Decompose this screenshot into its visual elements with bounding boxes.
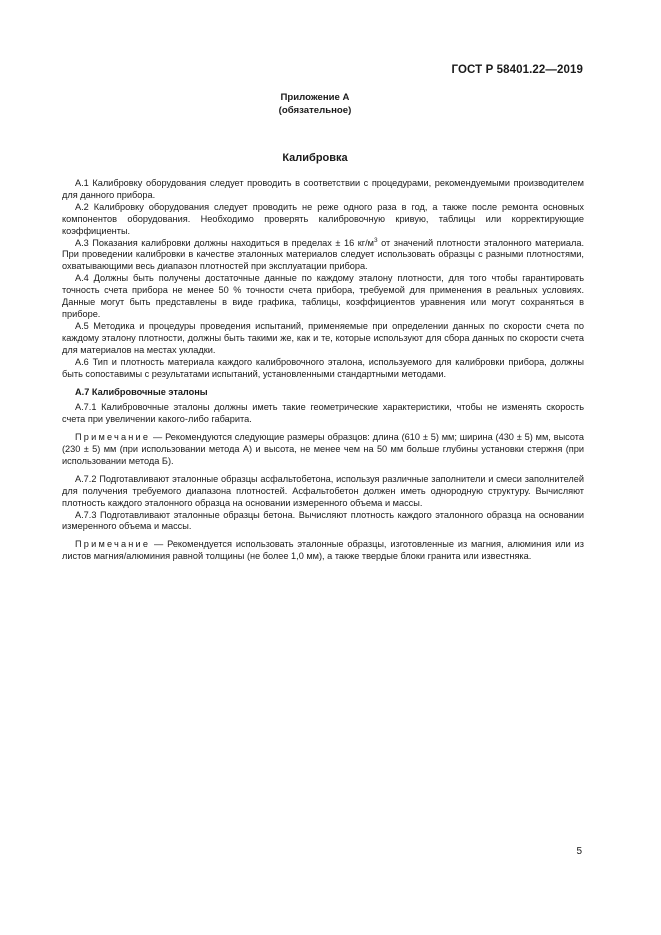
annex-heading — [0, 92, 630, 117]
document-id: ГОСТ Р 58401.22—2019 — [451, 64, 583, 76]
section-title: Калибровка — [282, 152, 348, 164]
paragraph-a4: А.4 Должны быть получены достаточные данные по каждому эталону плотности, для того чтобы гарантировать точность счета прибора не менее 50 % точности счета прибора, требуемой для применения в реальных условиях. Данные могут быть представлены в виде графика, таблицы, коэффициентов уравнения или могут сохраняться в приборе. — [62, 273, 584, 319]
annex-status: (обязательное) — [278, 104, 352, 116]
note-2-label: Примечание — [75, 539, 151, 550]
note-1 — [62, 432, 584, 468]
paragraph-a3 — [62, 238, 584, 274]
paragraph-a2: А.2 Калибровку оборудования следует проводить не реже одного раза в год, а также после ремонта основных компонентов оборудования. Необходимо проверять калибровочную кривую, таблицы или корректирующие коэффициенты. — [62, 201, 584, 236]
paragraph-a3-start: А.3 Показания калибровки должны находиться в пределах ± 16 кг/м — [75, 237, 374, 248]
note-2-text: — Рекомендуется использовать эталонные образцы, изготовленные из магния, алюминия или из листов магния/алюминия равной толщины (не более 1,0 мм), а также твердые блоки гранита или известняка. — [62, 539, 584, 562]
paragraph-a73: А.7.3 Подготавливают эталонные образцы бетона. Вычисляют плотность каждого эталонного образца на основании измеренного объема и массы. — [62, 509, 584, 532]
note-1-text: — Рекомендуются следующие размеры образцов: длина (610 ± 5) мм; ширина (430 ± 5) мм, высота (230 ± 5) мм (при использовании метода А) и высота, не менее чем на 50 мм больше глубины установки стержня (при использовании метода Б). — [62, 432, 584, 466]
paragraph-a72: А.7.2 Подготавливают эталонные образцы асфальтобетона, используя различные заполнители и смеси заполнителей для получения требуемого диапазона плотностей. Асфальтобетон должен иметь однородную структуру. Вычисляют плотность каждого эталонного образца на основании измеренного объема и массы. — [62, 473, 584, 508]
note-1-label: Примечание — [75, 432, 151, 443]
document-body — [62, 178, 584, 563]
superscript-3: 3 — [373, 236, 378, 244]
paragraph-a1: А.1 Калибровку оборудования следует проводить в соответствии с процедурами, рекомендуемыми производителем для данного прибора. — [62, 178, 584, 200]
paragraph-a6: А.6 Тип и плотность материала каждого калибровочного эталона, используемого для калибровки прибора, должны быть сопоставимы с результатами испытаний, установленными стандартными методами. — [62, 356, 584, 379]
subsection-title: А.7 Калибровочные эталоны — [75, 387, 208, 398]
paragraph-a5: А.5 Методика и процедуры проведения испытаний, применяемые при определении данных по скорости счета по каждому эталону плотности, должны быть такими же, как и те, которые используют для сбора данных по скорости счета для материалов на местах укладки. — [62, 320, 584, 355]
paragraph-a71: А.7.1 Калибровочные эталоны должны иметь такие геометрические характеристики, чтобы не изменять скорость счета при увеличении какого-либо габарита. — [62, 402, 584, 425]
annex-title: Приложение А — [280, 92, 350, 103]
note-2 — [62, 539, 584, 563]
page-number: 5 — [576, 846, 582, 857]
paragraph-a3-end: от значений плотности эталонного материала. При проведении калибровки в качестве эталонных материалов следует использовать образцы с разными плотностями, охватывающими весь диапазон плотностей при эксплуатации прибора. — [62, 237, 584, 272]
